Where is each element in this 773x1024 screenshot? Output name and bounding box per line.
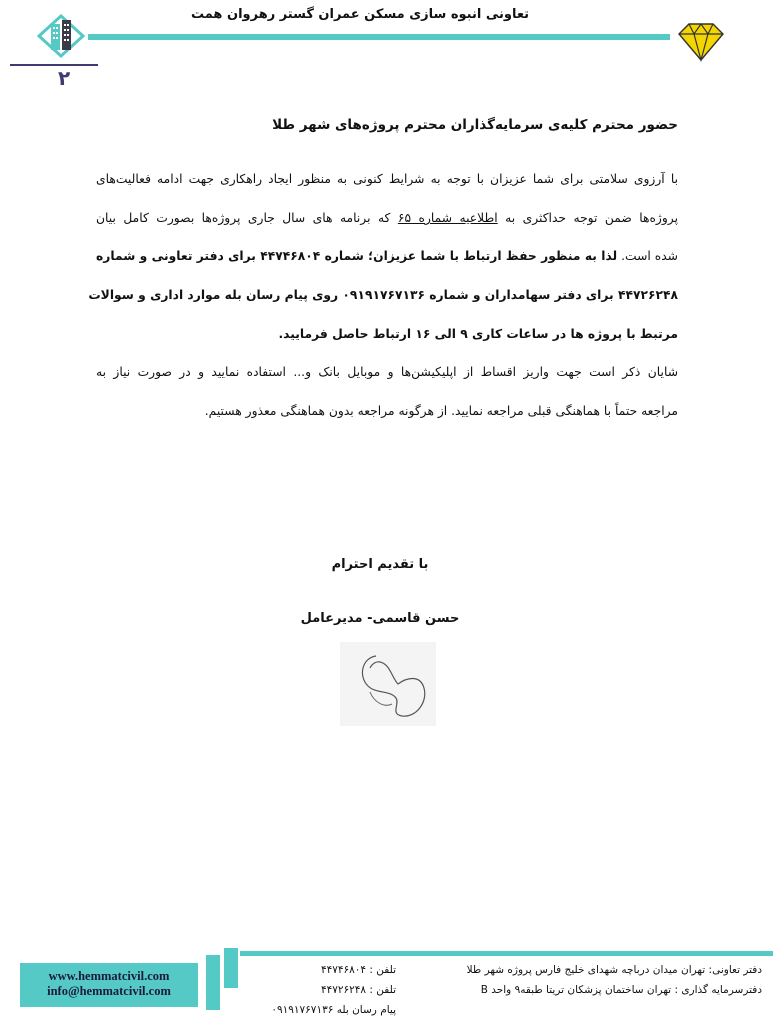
letter-salutation: حضور محترم کلیه‌ی سرمایه‌گذاران محترم پروژه‌های شهر طلا — [272, 117, 678, 133]
letter-line — [88, 288, 678, 302]
letter-text: مراجعه حتماً با هماهنگی قبلی مراجعه نمایید. از هرگونه مراجعه بدون هماهنگی معذور هستیم. — [204, 404, 678, 418]
footer-accent-bar — [240, 951, 773, 956]
letter-line — [96, 404, 678, 418]
contact-box — [20, 963, 198, 1007]
footer-decor-strip — [206, 955, 220, 1010]
letter-line — [96, 327, 678, 341]
header-divider-line — [10, 64, 98, 66]
letter-text: شده است. — [617, 249, 678, 263]
letter-text: که برنامه های سال جاری پروژه‌ها بصورت کامل بیان — [96, 211, 398, 225]
letter-text: پروژه‌ها ضمن توجه حداکثری به — [497, 211, 678, 225]
letter-line — [96, 211, 678, 225]
building-logo — [36, 14, 86, 58]
letter-text: لذا به منظور حفظ ارتباط با شما عزیزان؛ شماره ۴۴۷۴۶۸۰۴ برای دفتر تعاونی و شماره — [96, 249, 618, 263]
phone-cooperative: تلفن : ۴۴۷۴۶۸۰۴ — [320, 964, 396, 976]
page-number: ۲ — [58, 66, 71, 90]
website-link[interactable]: www.hemmatcivil.com — [48, 969, 170, 983]
letter-line — [96, 172, 678, 186]
letter-text: مرتبط با پروژه ها در ساعات کاری ۹ الی ۱۶ ارتباط حاصل فرمایید. — [278, 327, 678, 341]
letter-text: شایان ذکر است جهت واریز اقساط از اپلیکیشن‌ها و موبایل بانک و... استفاده نمایید و در صورت نیاز به — [96, 365, 678, 379]
company-title: تعاونی انبوه سازی مسکن عمران گستر رهروان همت — [190, 7, 530, 22]
address-investment: دفترسرمایه گذاری : تهران ساختمان پزشکان تریتا طبقه۹ واحد B — [480, 984, 762, 996]
gold-diamond-logo — [676, 22, 726, 62]
email-link[interactable]: info@hemmatcivil.com — [47, 984, 171, 998]
letter-text: ۴۴۷۲۶۲۴۸ برای دفتر سهامداران و شماره ۰۹۱۹۱۷۶۷۱۳۶ روی پیام رسان بله موارد اداری و سوالات — [88, 288, 678, 302]
letter-text: با آرزوی سلامتی برای شما عزیزان با توجه به شرایط کنونی به منظور ایجاد راهکاری جهت ادامه فعالیت‌های — [96, 172, 678, 186]
announcement-reference: اطلاعیه شماره ۶۵ — [397, 211, 498, 225]
letter-line — [96, 365, 678, 379]
phone-investors: تلفن : ۴۴۷۲۶۲۴۸ — [320, 984, 396, 996]
closing-phrase: با تقدیم احترام — [331, 557, 429, 572]
handwritten-signature — [340, 642, 436, 726]
address-cooperative: دفتر تعاونی: تهران میدان درباچه شهدای خلیج فارس پروژه شهر طلا — [466, 964, 762, 976]
footer-decor-strip — [224, 948, 238, 988]
header-accent-bar — [88, 34, 670, 40]
messenger-number: پیام رسان بله ۰۹۱۹۱۷۶۷۱۳۶ — [271, 1004, 396, 1016]
letter-line — [96, 249, 678, 263]
signer-name: حسن قاسمی- مدیرعامل — [300, 611, 460, 626]
